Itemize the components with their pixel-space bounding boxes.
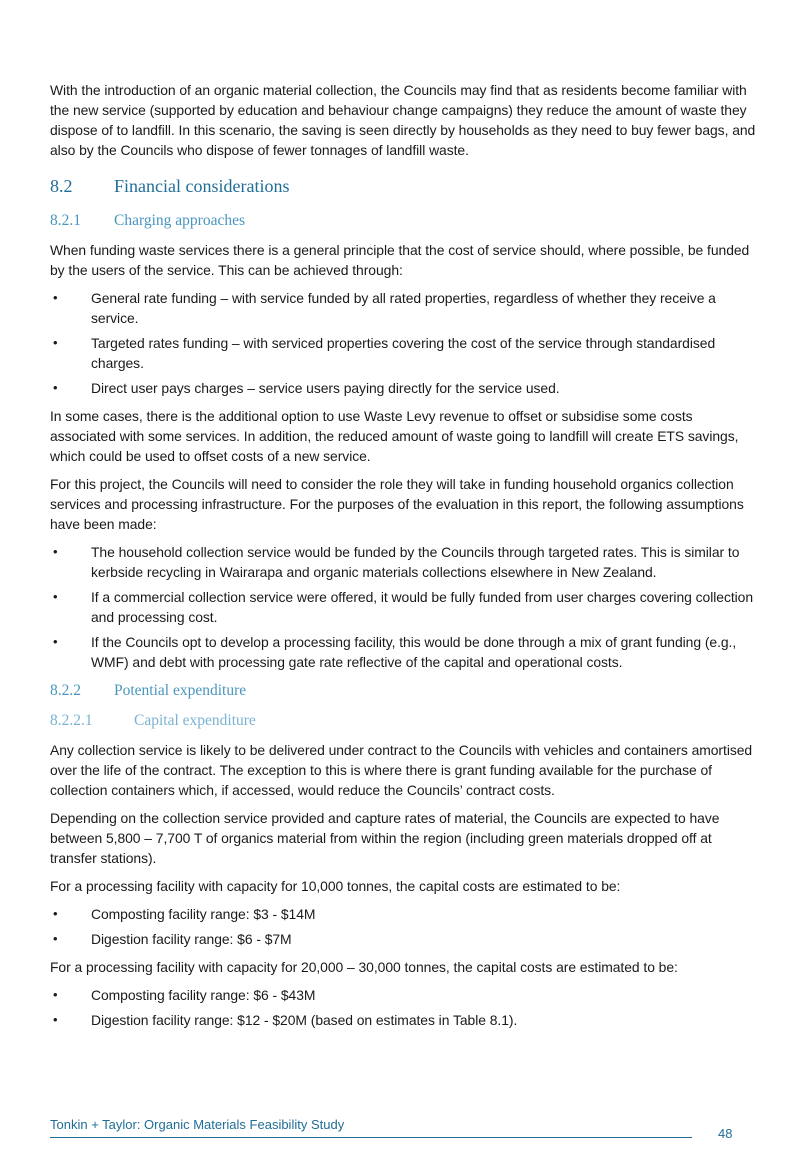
subsubsection-number: 8.2.2.1 xyxy=(50,712,93,729)
funding-options-list xyxy=(50,288,762,398)
charging-paragraph-2: In some cases, there is the additional option to use Waste Levy revenue to offset or subsidise some costs associated with some services. In addition, the reduced amount of waste going to landfill will create ETS savings, which could be used to offset costs of a new service. xyxy=(50,408,739,464)
capex-paragraph-3: For a processing facility with capacity for 10,000 tonnes, the capital costs are estimated to be: xyxy=(50,878,621,894)
assumptions-list xyxy=(50,542,762,672)
capex-paragraph-2: Depending on the collection service provided and capture rates of material, the Councils are expected to have between 5,800 – 7,700 T of organics material from within the region (including green materials dropped off at transfer stations). xyxy=(50,810,720,866)
list-item: • Composting facility range: $3 - $14M xyxy=(53,906,316,922)
intro-paragraph: With the introduction of an organic material collection, the Councils may find that as residents become familiar with the new service (supported by education and behaviour change campaigns) they reduce the amount of waste they dispose of to landfill. In this scenario, the saving is seen directly by households as they need to buy fewer bags, and also by the Councils who dispose of fewer tonnages of landfill waste. xyxy=(50,82,756,158)
section-number: 8.2 xyxy=(50,176,73,196)
subsection-heading-8-2-2 xyxy=(50,680,762,702)
bullet-icon: • xyxy=(53,290,58,305)
subsection-title: Potential expenditure xyxy=(114,682,247,699)
list-item: • Targeted rates funding – with serviced properties covering the cost of the service through standardised charges. xyxy=(53,335,716,371)
list-item: • Direct user pays charges – service users paying directly for the service used. xyxy=(53,380,560,396)
list-item: • Digestion facility range: $6 - $7M xyxy=(53,931,292,947)
list-item: • Digestion facility range: $12 - $20M (based on estimates in Table 8.1). xyxy=(53,1012,518,1028)
page-content xyxy=(50,80,762,1038)
capex-20000-list xyxy=(50,985,762,1030)
subsection-title: Charging approaches xyxy=(114,212,245,229)
charging-paragraph-3: For this project, the Councils will need to consider the role they will take in funding household organics collection services and processing infrastructure. For the purposes of the evaluation in this report, the following assumptions have been made: xyxy=(50,476,744,532)
bullet-icon: • xyxy=(53,380,58,395)
capex-paragraph-4: For a processing facility with capacity for 20,000 – 30,000 tonnes, the capital costs are estimated to be: xyxy=(50,959,678,975)
list-item: • General rate funding – with service funded by all rated properties, regardless of whether they receive a service. xyxy=(53,290,716,326)
subsubsection-title: Capital expenditure xyxy=(134,712,256,729)
subsubsection-heading-8-2-2-1 xyxy=(50,710,762,732)
page-footer xyxy=(50,1116,692,1138)
bullet-icon: • xyxy=(53,906,58,921)
subsection-number: 8.2.1 xyxy=(50,212,81,229)
bullet-icon: • xyxy=(53,1012,58,1027)
list-item: • If a commercial collection service were offered, it would be fully funded from user charges covering collection and processing cost. xyxy=(53,589,754,625)
bullet-icon: • xyxy=(53,589,58,604)
bullet-icon: • xyxy=(53,634,58,649)
subsection-heading-8-2-1 xyxy=(50,210,762,232)
list-item: • The household collection service would be funded by the Councils through targeted rates. This is similar to kerbside recycling in Wairarapa and organic materials collections elsewhere in New Zealand. xyxy=(53,544,740,580)
capex-paragraph-1: Any collection service is likely to be delivered under contract to the Councils with vehicles and containers amortised over the life of the contract. The exception to this is where there is grant funding available for the purchase of collection containers which, if accessed, would reduce the Councils’ contract costs. xyxy=(50,742,753,798)
list-item: • If the Councils opt to develop a processing facility, this would be done through a mix of grant funding (e.g., WMF) and debt with processing gate rate reflective of the capital and operational costs. xyxy=(53,634,737,670)
footer-text: Tonkin + Taylor: Organic Materials Feasibility Study xyxy=(50,1117,345,1132)
charging-paragraph-1: When funding waste services there is a general principle that the cost of service should, where possible, be funded by the users of the service. This can be achieved through: xyxy=(50,242,750,278)
section-title: Financial considerations xyxy=(114,176,290,196)
bullet-icon: • xyxy=(53,335,58,350)
list-item: • Composting facility range: $6 - $43M xyxy=(53,987,316,1003)
subsection-number: 8.2.2 xyxy=(50,682,81,699)
bullet-icon: • xyxy=(53,987,58,1002)
capex-10000-list xyxy=(50,904,762,949)
bullet-icon: • xyxy=(53,931,58,946)
bullet-icon: • xyxy=(53,544,58,559)
section-heading-8-2 xyxy=(50,174,762,198)
page-number: 48 xyxy=(718,1126,733,1141)
